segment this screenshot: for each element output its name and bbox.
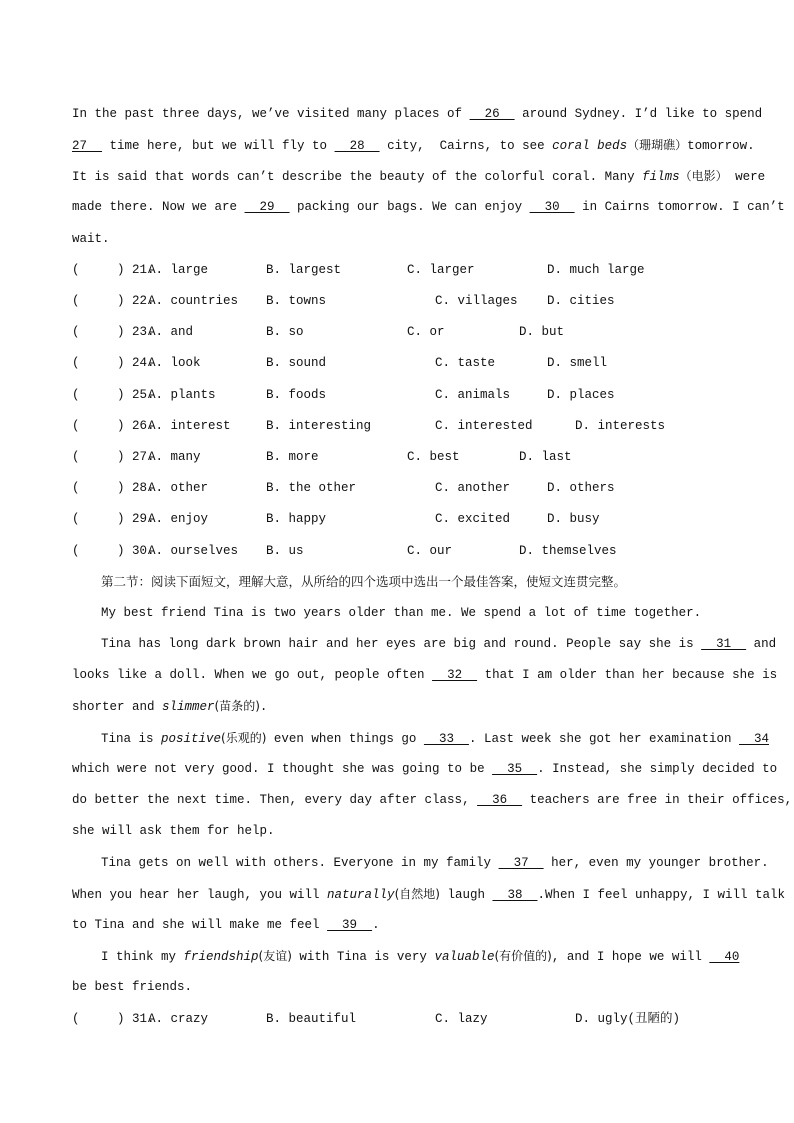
- question-number: ( ) 25.: [72, 388, 155, 402]
- passage2-p3-line-4: she will ask them for help.: [72, 824, 275, 838]
- blank-34: 34: [739, 732, 770, 746]
- text: In the past three days, we’ve visited many places of: [72, 107, 470, 121]
- text: Tina gets on well with others. Everyone in my family: [101, 856, 499, 870]
- text: tomorrow.: [687, 139, 755, 153]
- option-c: C. excited: [435, 512, 511, 526]
- option-d: D. much large: [547, 263, 645, 277]
- text: and: [746, 637, 777, 651]
- blank-39: 39: [327, 918, 373, 932]
- question-number: ( ) 30.: [72, 544, 155, 558]
- term-coral-beds: coral beds: [552, 139, 628, 153]
- option-d: D. interests: [575, 419, 666, 433]
- passage1-line-5: wait.: [72, 232, 110, 246]
- text: looks like a doll. When we go out, people often: [72, 668, 433, 682]
- text: which were not very good. I thought she was going to be: [72, 762, 493, 776]
- option-b: B. beautiful: [266, 1012, 357, 1026]
- blank-35: 35: [492, 762, 538, 776]
- option-b: B. the other: [266, 481, 357, 495]
- blank-37: 37: [498, 856, 544, 870]
- option-a: A. plants: [148, 388, 216, 402]
- text: Tina has long dark brown hair and her eyes are big and round. People say she is: [101, 637, 702, 651]
- option-d: D. themselves: [519, 544, 617, 558]
- passage2-p5-line-1: [101, 948, 739, 965]
- term-valuable: valuable: [434, 950, 495, 964]
- text: with Tina is very: [291, 950, 435, 964]
- option-d: D. busy: [547, 512, 600, 526]
- option-b: B. largest: [266, 263, 342, 277]
- option-c: C. lazy: [435, 1012, 488, 1026]
- option-d: D. cities: [547, 294, 615, 308]
- option-a: A. crazy: [148, 1012, 209, 1026]
- option-b: B. more: [266, 450, 319, 464]
- text: teachers are free in their offices,: [522, 793, 793, 807]
- blank-29: 29: [244, 200, 290, 214]
- option-d: D. last: [519, 450, 572, 464]
- option-d: D. places: [547, 388, 615, 402]
- text: . Instead, she simply decided to: [537, 762, 778, 776]
- question-number: ( ) 27.: [72, 450, 155, 464]
- passage1-line-3: [72, 168, 766, 185]
- option-a: A. and: [148, 325, 194, 339]
- passage2-p1: My best friend Tina is two years older than me. We spend a lot of time together.: [101, 606, 702, 620]
- text: made there. Now we are: [72, 200, 245, 214]
- text: laugh: [439, 888, 493, 902]
- gloss: (自然地): [394, 887, 440, 901]
- blank-32: 32: [432, 668, 478, 682]
- text: were: [727, 170, 766, 184]
- section2-heading: 第二节：阅读下面短文，理解大意，从所给的四个选项中选出一个最佳答案，使短文连贯完整。: [101, 574, 627, 589]
- option-c: C. animals: [435, 388, 511, 402]
- blank-38: 38: [492, 888, 538, 902]
- text: .When I feel unhappy, I will talk: [537, 888, 786, 902]
- gloss: (有价值的): [494, 949, 552, 963]
- passage2-p4-line-1: [101, 855, 769, 871]
- term-positive: positive: [161, 732, 222, 746]
- option-a: A. other: [148, 481, 209, 495]
- option-c: C. villages: [435, 294, 518, 308]
- blank-33: 33: [423, 732, 469, 746]
- option-d: D. smell: [547, 356, 608, 370]
- text: time here, but we will fly to: [102, 139, 335, 153]
- blank-30: 30: [529, 200, 575, 214]
- option-c: C. taste: [435, 356, 496, 370]
- gloss: (友谊): [258, 949, 292, 963]
- option-a: A. enjoy: [148, 512, 209, 526]
- passage1-line-4: [72, 199, 785, 215]
- passage2-p2-line-3: [72, 698, 267, 715]
- text: I think my: [101, 950, 184, 964]
- text: packing our bags. We can enjoy: [289, 200, 530, 214]
- text: shorter and: [72, 700, 163, 714]
- text: in Cairns tomorrow. I can’t: [574, 200, 785, 214]
- passage2-p3-line-3: [72, 792, 793, 808]
- option-a: A. ourselves: [148, 544, 239, 558]
- passage2-p5-line-2: be best friends.: [72, 980, 193, 994]
- text: When you hear her laugh, you will: [72, 888, 328, 902]
- text: . Last week she got her examination: [468, 732, 739, 746]
- option-a: A. many: [148, 450, 201, 464]
- option-b: B. happy: [266, 512, 327, 526]
- passage2-p4-line-2: [72, 886, 786, 903]
- question-number: ( ) 28.: [72, 481, 155, 495]
- gloss: （电影）: [679, 169, 728, 183]
- option-b: B. so: [266, 325, 304, 339]
- text: city, Cairns, to see: [379, 139, 553, 153]
- blank-31: 31: [701, 637, 747, 651]
- text: even when things go: [266, 732, 424, 746]
- text: to Tina and she will make me feel: [72, 918, 328, 932]
- question-number: ( ) 22.: [72, 294, 155, 308]
- option-c: C. another: [435, 481, 511, 495]
- term-slimmer: slimmer: [162, 700, 215, 714]
- blank-26: 26: [469, 107, 515, 121]
- option-a: A. look: [148, 356, 201, 370]
- option-b: B. us: [266, 544, 304, 558]
- option-d: D. others: [547, 481, 615, 495]
- blank-36: 36: [477, 793, 523, 807]
- option-b: B. foods: [266, 388, 327, 402]
- blank-40: 40: [709, 950, 740, 964]
- question-number: ( ) 23.: [72, 325, 155, 339]
- question-number: ( ) 24.: [72, 356, 155, 370]
- option-a: A. interest: [148, 419, 231, 433]
- passage2-p2-line-2: [72, 667, 778, 683]
- option-b: B. interesting: [266, 419, 372, 433]
- passage2-p3-line-1: [101, 730, 769, 747]
- question-number: ( ) 31.: [72, 1012, 155, 1026]
- option-b: B. towns: [266, 294, 327, 308]
- passage1-line-1: [72, 106, 763, 122]
- passage2-p4-line-3: [72, 917, 380, 933]
- text: her, even my younger brother.: [543, 856, 769, 870]
- blank-27: 27: [72, 139, 103, 153]
- text: .: [259, 700, 268, 714]
- option-c: C. or: [407, 325, 445, 339]
- option-d: D. but: [519, 325, 565, 339]
- option-b: B. sound: [266, 356, 327, 370]
- question-number: ( ) 21.: [72, 263, 155, 277]
- gloss: (苗条的): [214, 699, 260, 713]
- option-d: D. ugly(丑陋的): [575, 1012, 681, 1026]
- option-a: A. countries: [148, 294, 239, 308]
- option-c: C. larger: [407, 263, 475, 277]
- term-friendship: friendship: [183, 950, 259, 964]
- gloss: (乐观的): [221, 731, 267, 745]
- term-naturally: naturally: [327, 888, 395, 902]
- gloss: （珊瑚礁）: [627, 138, 688, 152]
- passage2-p3-line-2: [72, 761, 778, 777]
- text: .: [372, 918, 380, 932]
- option-c: C. our: [407, 544, 453, 558]
- question-number: ( ) 26.: [72, 419, 155, 433]
- text: do better the next time. Then, every day after class,: [72, 793, 478, 807]
- text: , and I hope we will: [551, 950, 710, 964]
- blank-28: 28: [334, 139, 380, 153]
- text: that I am older than her because she is: [477, 668, 778, 682]
- option-c: C. interested: [435, 419, 533, 433]
- passage1-line-2: [72, 137, 755, 154]
- term-films: films: [642, 170, 680, 184]
- option-a: A. large: [148, 263, 209, 277]
- option-c: C. best: [407, 450, 460, 464]
- question-number: ( ) 29.: [72, 512, 155, 526]
- passage2-p2-line-1: [101, 636, 776, 652]
- text: around Sydney. I’d like to spend: [514, 107, 763, 121]
- text: It is said that words can’t describe the beauty of the colorful coral. Many: [72, 170, 643, 184]
- text: Tina is: [101, 732, 162, 746]
